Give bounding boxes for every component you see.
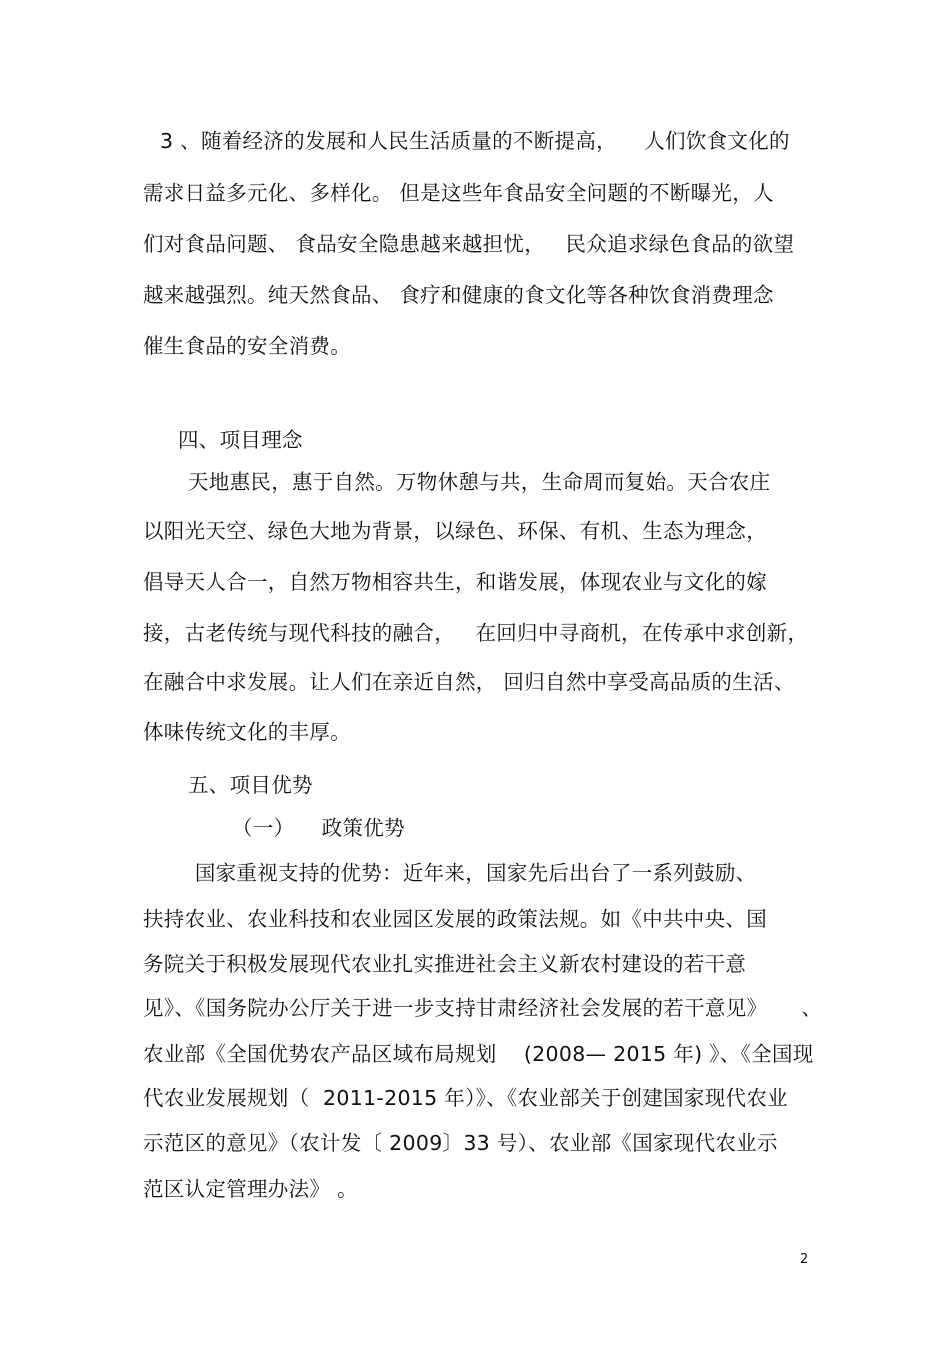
paragraph-line: 农业部《全国优势农产品区域布局规划 (2008— 2015 年) 》、《全国现 (143, 1042, 814, 1066)
paragraph-line: 务院关于积极发展现代农业扎实推进社会主义新农村建设的若干意 (143, 952, 747, 976)
paragraph-line: 在融合中求发展。让人们在亲近自然， 回归自然中享受高品质的生活、 (143, 670, 795, 694)
paragraph-line: 倡导天人合一，自然万物相容共生，和谐发展，体现农业与文化的嫁 (143, 570, 767, 594)
paragraph-line: 扶持农业、农业科技和农业园区发展的政策法规。如《中共中央、国 (143, 907, 767, 931)
paragraph-line: 见》、《国务院办公厅关于进一步支持甘肃经济社会发展的若干意见》 、 (143, 996, 823, 1020)
paragraph-line: 国家重视支持的优势：近年来，国家先后出台了一系列鼓励、 (188, 861, 757, 885)
paragraph-line: 3 、随着经济的发展和人民生活质量的不断提高， 人们饮食文化的 (160, 129, 790, 153)
paragraph-line: 们对食品问题、 食品安全隐患越来越担忧， 民众追求绿色食品的欲望 (143, 232, 795, 256)
paragraph-line: 需求日益多元化、多样化。 但是这些年食品安全问题的不断曝光，人 (143, 181, 774, 205)
paragraph-line: 以阳光天空、绿色大地为背景，以绿色、环保、有机、生态为理念， (143, 519, 767, 543)
subsection-heading: （一） 政策优势 (232, 816, 405, 840)
paragraph-line: 范区认定管理办法》 。 (143, 1177, 358, 1201)
page-number: 2 (800, 1252, 809, 1267)
paragraph-line: 接，古老传统与现代科技的融合， 在回归中寻商机，在传承中求创新， (143, 621, 809, 645)
paragraph-line: 越来越强烈。纯天然食品、 食疗和健康的食文化等各种饮食消费理念 (143, 283, 774, 307)
paragraph-line: 催生食品的安全消费。 (143, 334, 351, 358)
section-heading: 五、项目优势 (188, 773, 313, 797)
paragraph-line: 示范区的意见》（农计发〔 2009〕33 号）、农业部《国家现代农业示 (143, 1131, 778, 1155)
paragraph-line: 代农业发展规划（ 2011-2015 年）》、《农业部关于创建国家现代农业 (143, 1086, 788, 1110)
paragraph-line: 天地惠民，惠于自然。万物休憩与共，生命周而复始。天合农庄 (188, 470, 771, 494)
paragraph-line: 体味传统文化的丰厚。 (143, 720, 351, 744)
section-heading: 四、项目理念 (178, 428, 303, 452)
